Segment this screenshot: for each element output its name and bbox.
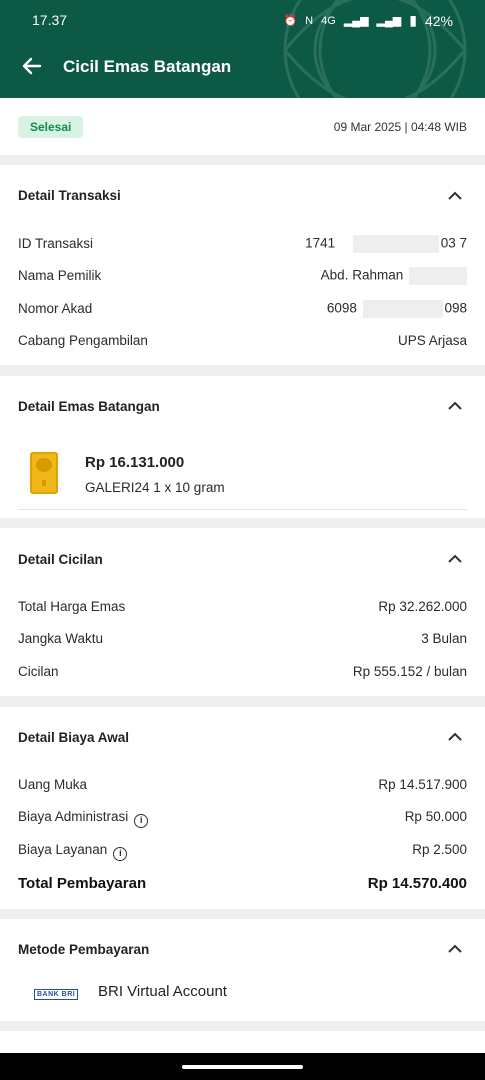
- gold-bar-icon: [30, 452, 58, 494]
- cabang-value: UPS Arjasa: [397, 333, 467, 348]
- alarm-icon: ⏰: [283, 15, 298, 27]
- status-icons: [283, 12, 453, 29]
- detail-emas-section: [0, 376, 485, 518]
- chevron-up-icon[interactable]: [447, 944, 463, 954]
- nomor-akad-label: Nomor Akad: [18, 301, 93, 316]
- status-time: 17.37: [32, 12, 68, 28]
- total-harga-value: Rp 32.262.000: [378, 599, 467, 614]
- transaction-datetime: 09 Mar 2025 | 04:48 WIB: [333, 120, 467, 134]
- section-title: Detail Transaksi: [18, 188, 121, 203]
- nama-pemilik-label: Nama Pemilik: [18, 268, 102, 283]
- jangka-waktu-label: Jangka Waktu: [18, 631, 104, 646]
- biaya-admin-value: Rp 50.000: [404, 809, 467, 824]
- id-transaksi-label: ID Transaksi: [18, 236, 94, 251]
- top-bar: [0, 44, 485, 88]
- gold-product: GALERI24 1 x 10 gram: [85, 480, 225, 495]
- detail-biaya-section: [0, 707, 485, 909]
- id-transaksi-value: [305, 235, 467, 253]
- id-transaksi-start: 1741: [305, 235, 336, 251]
- total-harga-label: Total Harga Emas: [18, 599, 126, 614]
- cicilan-label: Cicilan: [18, 664, 59, 679]
- uang-muka-label: Uang Muka: [18, 777, 88, 792]
- divider: [18, 509, 467, 510]
- network-type: 4G: [321, 14, 336, 27]
- biaya-admin-label: Biaya Administrasi: [18, 809, 129, 824]
- biaya-layanan-value: Rp 2.500: [412, 842, 467, 857]
- redaction-mask: [353, 235, 439, 253]
- section-title: Detail Biaya Awal: [18, 730, 130, 745]
- bri-logo: BANK BRI: [34, 989, 78, 1000]
- jangka-waktu-value: 3 Bulan: [421, 631, 467, 646]
- cabang-label: Cabang Pengambilan: [18, 333, 148, 348]
- akad-start: 6098: [326, 300, 357, 316]
- gold-seal: [36, 458, 52, 472]
- redaction-mask: [409, 267, 467, 285]
- battery-icon: ▮: [409, 12, 417, 28]
- biaya-layanan-label: Biaya Layanan: [18, 842, 108, 857]
- battery-level: 42%: [424, 12, 453, 29]
- total-pembayaran-label: Total Pembayaran: [18, 875, 147, 892]
- section-title: Detail Emas Batangan: [18, 399, 160, 414]
- section-title: Detail Cicilan: [18, 552, 103, 567]
- status-badge: Selesai: [18, 116, 83, 138]
- nfc-icon: N: [305, 14, 314, 27]
- info-icon[interactable]: i: [134, 814, 148, 828]
- nama-pemilik-value: [321, 267, 467, 285]
- owner-name: Abd. Rahman: [320, 267, 404, 283]
- app-header: [0, 0, 485, 98]
- chevron-up-icon[interactable]: [447, 401, 463, 411]
- back-arrow-icon[interactable]: [20, 54, 44, 78]
- cicilan-value: Rp 555.152 / bulan: [352, 664, 467, 679]
- page-title: Cicil Emas Batangan: [63, 57, 232, 76]
- section-title: Metode Pembayaran: [18, 942, 150, 957]
- detail-transaksi-section: [0, 165, 485, 365]
- biaya-layanan-row: [18, 842, 127, 861]
- gold-mark: [42, 480, 46, 486]
- info-icon[interactable]: i: [113, 847, 127, 861]
- detail-cicilan-section: [0, 528, 485, 696]
- total-pembayaran-value: Rp 14.570.400: [367, 875, 467, 892]
- id-transaksi-end: 03 7: [440, 235, 467, 251]
- system-nav-bar: [0, 1053, 485, 1080]
- status-bar: [0, 0, 485, 38]
- metode-pembayaran-section: [0, 919, 485, 1021]
- status-card: [0, 98, 485, 155]
- biaya-admin-row: [18, 809, 148, 828]
- next-section: [0, 1031, 485, 1053]
- home-handle[interactable]: [182, 1065, 303, 1069]
- chevron-up-icon[interactable]: [447, 554, 463, 564]
- akad-end: 098: [444, 300, 467, 316]
- chevron-up-icon[interactable]: [447, 191, 463, 201]
- uang-muka-value: Rp 14.517.900: [378, 777, 467, 792]
- redaction-mask: [363, 300, 443, 318]
- chevron-up-icon[interactable]: [447, 732, 463, 742]
- payment-method-name: BRI Virtual Account: [98, 983, 227, 1000]
- signal-icon-2: ▂▄▆: [376, 15, 402, 27]
- signal-icon: ▂▄▆: [343, 15, 369, 27]
- nomor-akad-value: [327, 300, 467, 318]
- gold-price: Rp 16.131.000: [85, 454, 185, 471]
